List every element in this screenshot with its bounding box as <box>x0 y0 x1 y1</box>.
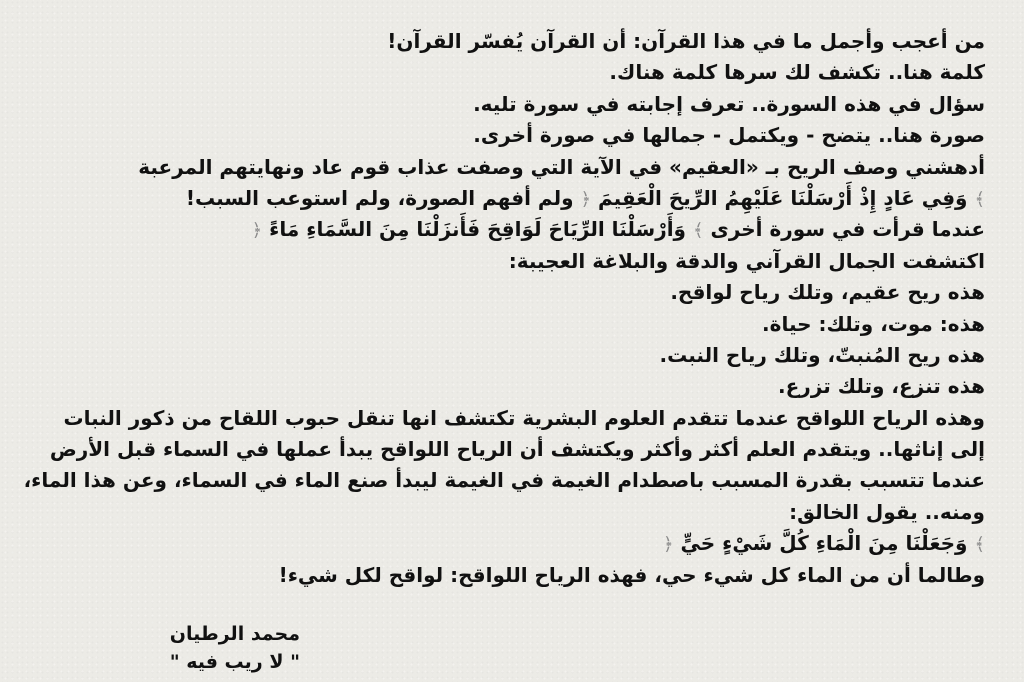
text-line-with-verse <box>30 183 985 214</box>
text-line: هذه تنزع، وتلك تزرع. <box>778 374 985 399</box>
text-line: وهذه الرياح اللواقح عندما تتقدم العلوم البشرية تكتشف انها تنقل حبوب اللقاح من ذكور النبات <box>63 405 985 430</box>
article-body <box>23 26 985 591</box>
text-line-with-verse <box>30 528 985 559</box>
quran-verse: وَفِي عَادٍ إِذْ أَرْسَلْنَا عَلَيْهِمُ الرِّيحَ الْعَقِيمَ <box>598 185 968 210</box>
text-line: صورة هنا.. يتضح - ويكتمل - جمالها في صورة أخرى. <box>473 123 985 148</box>
text-line: وطالما أن من الماء كل شيء حي، فهذه الرياح اللواقح: لواقح لكل شيء! <box>278 562 985 587</box>
text-line: أدهشني وصف الريح بـ «العقيم» في الآية التي وصفت عذاب قوم عاد ونهايتهم المرعبة <box>138 154 985 179</box>
verse-open-bracket: ﴾ <box>974 188 985 210</box>
quran-verse: وَأَرْسَلْنَا الرِّيَاحَ لَوَاقِحَ فَأَنزَلْنَا مِنَ السَّمَاءِ مَاءً <box>269 217 686 242</box>
text-line: كلمة هنا.. تكشف لك سرها كلمة هناك. <box>609 60 985 85</box>
verse-open-bracket: ﴾ <box>692 220 704 242</box>
text-line: هذه: موت، وتلك: حياة. <box>762 311 985 336</box>
signature-block <box>170 620 300 676</box>
text-line: هذه ريح المُنبتّ، وتلك رياح النبت. <box>659 342 985 367</box>
text-line: هذه ريح عقيم، وتلك رياح لواقح. <box>670 280 985 305</box>
text-line: سؤال في هذه السورة.. تعرف إجابته في سورة تليه. <box>473 91 985 116</box>
book-title: " لا ريب فيه " <box>169 651 300 673</box>
text-line: إلى إناثها.. ويتقدم العلم أكثر وأكثر ويكتشف أن الرياح اللواقح يبدأ عملها في السماء قبل الأرض <box>49 437 985 462</box>
text-line-with-verse <box>30 214 985 245</box>
text-fragment: ولم أفهم الصورة، ولم استوعب السبب! <box>185 185 574 210</box>
quran-verse: وَجَعَلْنَا مِنَ الْمَاءِ كُلَّ شَيْءٍ حَيٍّ <box>680 531 968 556</box>
verse-close-bracket: ﴿ <box>663 534 674 556</box>
author-name: محمد الرطيان <box>169 623 300 645</box>
text-line: من أعجب وأجمل ما في هذا القرآن: أن القرآن يُفسّر القرآن! <box>387 29 985 53</box>
verse-open-bracket: ﴾ <box>974 534 985 556</box>
verse-close-bracket: ﴿ <box>251 220 263 242</box>
text-line: ومنه.. يقول الخالق: <box>789 499 985 524</box>
verse-close-bracket: ﴿ <box>580 188 592 210</box>
text-fragment: عندما قرأت في سورة أخرى <box>710 217 985 242</box>
text-line: عندما تتسبب بقدرة المسبب باصطدام الغيمة في الغيمة ليبدأ صنع الماء في السماء، وعن هذا الماء، <box>23 468 985 493</box>
text-line: اكتشفت الجمال القرآني والدقة والبلاغة العجيبة: <box>508 248 985 273</box>
